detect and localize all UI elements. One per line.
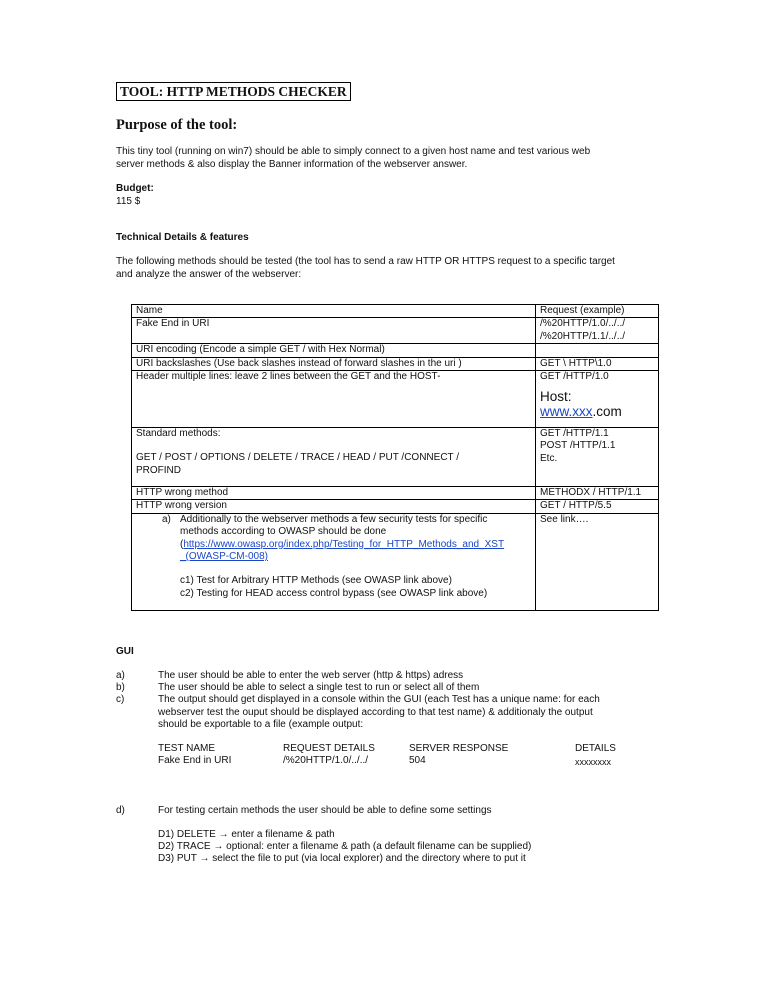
output-header-details: DETAILS bbox=[575, 743, 616, 754]
list-text bbox=[158, 694, 658, 732]
output-header-request: REQUEST DETAILS bbox=[283, 743, 375, 754]
owasp-line: Additionally to the webserver methods a few security tests for specific bbox=[180, 513, 488, 525]
setting-d3: D3) PUT → select the file to put (via local explorer) and the directory where to put it bbox=[158, 853, 526, 864]
setting-d2: D2) TRACE → optional: enter a filename & path (a default filename can be supplied) bbox=[158, 841, 532, 852]
table-cell: GET / HTTP/5.5 bbox=[536, 500, 659, 513]
purpose-line: This tiny tool (running on win7) should be able to simply connect to a given host name and test various web bbox=[116, 146, 591, 157]
table-row bbox=[132, 371, 659, 428]
request-line: GET /HTTP/1.0 bbox=[540, 371, 609, 383]
host-link[interactable]: www.xxx bbox=[540, 404, 593, 420]
table-cell: METHODX / HTTP/1.1 bbox=[536, 487, 659, 500]
host-label: Host: bbox=[540, 389, 572, 405]
owasp-item bbox=[136, 514, 531, 600]
table-row bbox=[132, 487, 659, 500]
request-line: POST /HTTP/1.1 bbox=[540, 440, 616, 452]
link-paren: ( bbox=[180, 538, 184, 550]
table-row bbox=[132, 500, 659, 513]
request-line: Etc. bbox=[540, 452, 558, 464]
table-row bbox=[132, 428, 659, 487]
table-cell bbox=[536, 428, 659, 487]
table-cell: HTTP wrong method bbox=[132, 487, 536, 500]
list-marker: b) bbox=[116, 682, 125, 693]
table-cell: Fake End in URI bbox=[132, 318, 536, 344]
table-cell: URI backslashes (Use back slashes instead of forward slashes in the uri ) bbox=[132, 357, 536, 370]
list-marker: d) bbox=[116, 805, 125, 816]
owasp-link-line bbox=[180, 539, 531, 551]
technical-heading: Technical Details & features bbox=[116, 232, 249, 243]
list-line: The output should get displayed in a console within the GUI (each Test has a unique name: for each bbox=[158, 694, 600, 705]
table-cell bbox=[536, 318, 659, 344]
list-line: should be exportable to a file (example output: bbox=[158, 719, 364, 730]
output-value-test-name: Fake End in URI bbox=[158, 755, 232, 766]
list-line: webserver test the ouput should be displayed according to that test name) & additionaly the output bbox=[158, 706, 593, 718]
table-cell bbox=[132, 513, 536, 610]
gui-heading: GUI bbox=[116, 646, 134, 657]
list-marker: a) bbox=[116, 670, 125, 681]
technical-line: and analyze the answer of the webserver: bbox=[116, 269, 302, 280]
table-row bbox=[132, 344, 659, 357]
request-line: GET /HTTP/1.1 bbox=[540, 428, 609, 440]
table-cell bbox=[536, 344, 659, 357]
table-row bbox=[132, 513, 659, 610]
list-text: For testing certain methods the user should be able to define some settings bbox=[158, 805, 492, 816]
technical-paragraph bbox=[116, 255, 656, 281]
table-cell: See link…. bbox=[536, 513, 659, 610]
table-header-name: Name bbox=[132, 305, 536, 318]
owasp-test-c1: c1) Test for Arbitrary HTTP Methods (see OWASP link above) bbox=[180, 575, 452, 587]
purpose-line: server methods & also display the Banner information of the webserver answer. bbox=[116, 159, 468, 170]
standard-methods-label: Standard methods: bbox=[136, 428, 221, 440]
table-cell bbox=[536, 371, 659, 428]
table-row bbox=[132, 305, 659, 318]
technical-line: The following methods should be tested (the tool has to send a raw HTTP OR HTTPS request to a specific target bbox=[116, 256, 615, 267]
table-cell: URI encoding (Encode a simple GET / with Hex Normal) bbox=[132, 344, 536, 357]
list-text: The user should be able to enter the web server (http & https) adress bbox=[158, 670, 464, 681]
methods-table bbox=[131, 304, 659, 611]
table-header-request: Request (example) bbox=[536, 305, 659, 318]
host-suffix: .com bbox=[592, 404, 622, 420]
table-cell: Header multiple lines: leave 2 lines between the GET and the HOST- bbox=[132, 371, 536, 428]
budget-label: Budget: bbox=[116, 183, 154, 194]
owasp-link-cont[interactable]: _(OWASP-CM-008) bbox=[180, 551, 268, 563]
budget-block bbox=[116, 182, 656, 208]
setting-d1: D1) DELETE → enter a filename & path bbox=[158, 829, 335, 840]
output-value-details: xxxxxxxx bbox=[575, 757, 611, 767]
table-cell bbox=[132, 428, 536, 487]
output-value-request: /%20HTTP/1.0/../../ bbox=[283, 755, 369, 766]
budget-value: 115 $ bbox=[116, 196, 141, 207]
standard-methods-list: PROFIND bbox=[136, 464, 181, 476]
owasp-line: methods according to OWASP should be done bbox=[180, 526, 387, 538]
purpose-heading: Purpose of the tool: bbox=[116, 117, 238, 133]
owasp-link[interactable]: https://www.owasp.org/index.php/Testing_for_HTTP_Methods_and_XST bbox=[183, 538, 505, 550]
table-cell: GET \ HTTP\1.0 bbox=[536, 357, 659, 370]
output-value-response: 504 bbox=[409, 755, 426, 766]
list-item bbox=[116, 694, 676, 734]
table-cell: HTTP wrong version bbox=[132, 500, 536, 513]
owasp-marker: a) bbox=[162, 513, 171, 525]
table-row bbox=[132, 357, 659, 370]
table-row bbox=[132, 318, 659, 344]
request-line: /%20HTTP/1.0/../../ bbox=[540, 318, 626, 330]
standard-methods-list: GET / POST / OPTIONS / DELETE / TRACE / HEAD / PUT /CONNECT / bbox=[136, 452, 460, 464]
list-text: The user should be able to select a single test to run or select all of them bbox=[158, 682, 480, 693]
list-marker: c) bbox=[116, 694, 125, 705]
output-header-response: SERVER RESPONSE bbox=[409, 743, 509, 754]
output-header-test-name: TEST NAME bbox=[158, 743, 216, 754]
purpose-paragraph bbox=[116, 145, 656, 171]
document-title: TOOL: HTTP METHODS CHECKER bbox=[116, 82, 351, 101]
host-value bbox=[540, 404, 654, 419]
request-line: /%20HTTP/1.1/../../ bbox=[540, 330, 626, 342]
owasp-test-c2: c2) Testing for HEAD access control bypass (see OWASP link above) bbox=[180, 587, 488, 599]
